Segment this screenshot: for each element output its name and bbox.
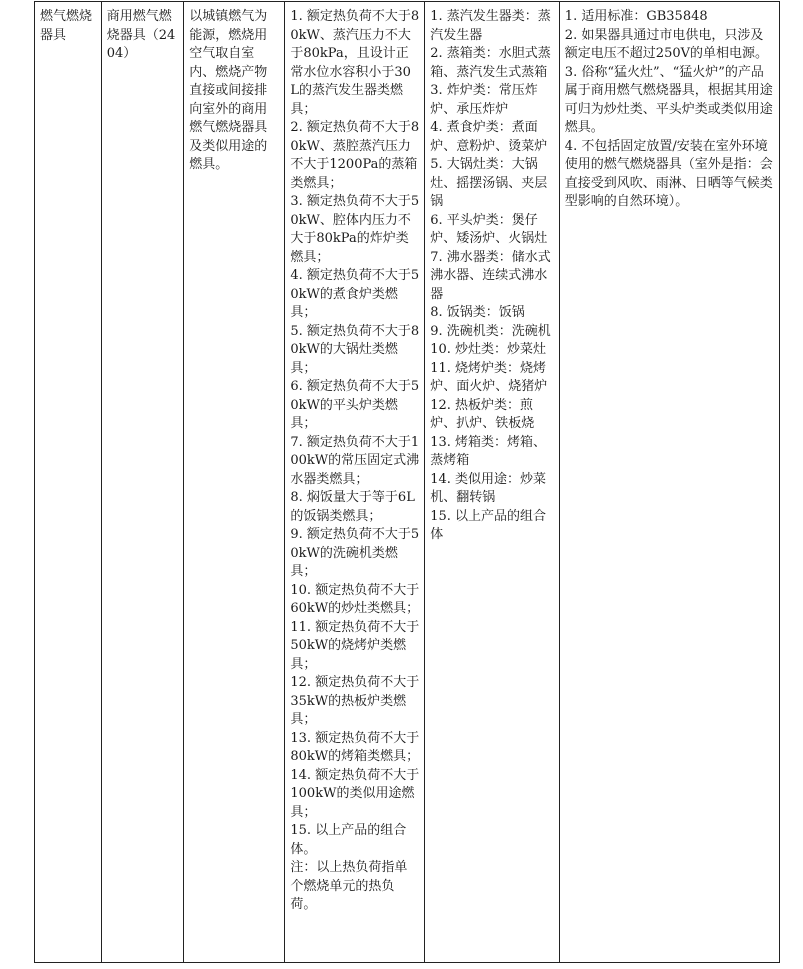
type-item: 7. 沸水器类：储水式沸水器、连续式沸水器 xyxy=(430,249,551,302)
scope-item: 15. 以上产品的组合体。 xyxy=(290,823,407,857)
product-cell xyxy=(101,2,183,963)
note-item: 4. 不包括固定放置/安装在室外环境使用的燃气燃烧器具（室外是指：会直接受到风吹、雨淋、日晒等气候类型影响的自然环境）。 xyxy=(564,138,773,209)
category-cell xyxy=(35,2,102,963)
type-item: 13. 烤箱类：烤箱、蒸烤箱 xyxy=(430,434,547,468)
type-item: 9. 洗碗机类：洗碗机 xyxy=(430,323,551,339)
category-text: 燃气燃烧器具 xyxy=(40,9,93,43)
scope-item: 2. 额定热负荷不大于80kW、蒸腔蒸汽压力不大于1200Pa的蒸箱类燃具； xyxy=(290,120,420,191)
type-item: 15. 以上产品的组合体 xyxy=(430,508,547,542)
scope-item: 14. 额定热负荷不大于100kW的类似用途燃具； xyxy=(290,767,420,820)
type-item: 12. 热板炉类：煎炉、扒炉、铁板烧 xyxy=(430,397,535,431)
type-item: 10. 炒灶类：炒菜灶 xyxy=(430,342,547,357)
scope-item: 3. 额定热负荷不大于50kW、腔体内压力不大于80kPa的炸炉类燃具； xyxy=(290,194,420,265)
scope-item: 10. 额定热负荷不大于60kW的炒灶类燃具； xyxy=(290,582,420,616)
product-text: 商用燃气燃烧器具（2404） xyxy=(106,9,176,61)
scope-item: 8. 焖饭量大于等于6L的饭锅类燃具； xyxy=(290,490,415,524)
type-item: 5. 大锅灶类：大锅灶、摇摆汤锅、夹层锅 xyxy=(430,157,548,209)
definition-text: 以城镇燃气为能源，燃烧用空气取自室内、燃烧产物直接或间接排向室外的商用燃气燃烧器具及类似用途的燃具。 xyxy=(189,9,268,172)
scope-item: 1. 额定热负荷不大于80kW、蒸汽压力不大于80kPa，且设计正常水位水容积小于30L的蒸汽发生器类燃具； xyxy=(290,9,420,117)
type-cell xyxy=(425,2,560,963)
product-scope-table xyxy=(34,1,780,963)
notes-cell xyxy=(559,2,779,963)
scope-item: 12. 额定热负荷不大于35kW的热板炉类燃具； xyxy=(290,675,420,727)
type-item: 2. 蒸箱类：水胆式蒸箱、蒸汽发生式蒸箱 xyxy=(430,46,551,80)
note-item: 3. 俗称“猛火灶”、“猛火炉”的产品属于商用燃气燃烧器具，根据其用途可归为炒灶类、平头炉类或类似用途燃具。 xyxy=(564,64,773,135)
type-item: 3. 炸炉类：常压炸炉、承压炸炉 xyxy=(430,83,538,117)
definition-cell xyxy=(184,2,285,963)
type-item: 4. 煮食炉类：煮面炉、意粉炉、烫菜炉 xyxy=(430,120,548,154)
scope-item: 13. 额定热负荷不大于80kW的烤箱类燃具； xyxy=(290,730,420,764)
table-row xyxy=(35,2,780,963)
scope-item: 5. 额定热负荷不大于80kW的大锅灶类燃具； xyxy=(290,323,420,376)
scope-item: 6. 额定热负荷不大于50kW的平头炉类燃具； xyxy=(290,379,420,431)
scope-item: 9. 额定热负荷不大于50kW的洗碗机类燃具； xyxy=(290,527,420,579)
type-item: 8. 饭锅类：饭锅 xyxy=(430,305,525,320)
scope-item: 4. 额定热负荷不大于50kW的煮食炉类燃具； xyxy=(290,268,420,320)
note-item: 2. 如果器具通过市电供电，只涉及额定电压不超过250V的单相电源。 xyxy=(564,27,768,61)
type-item: 11. 烧烤炉类：烧烤炉、面火炉、烧猪炉 xyxy=(430,360,548,394)
scope-item: 11. 额定热负荷不大于50kW的烧烤炉类燃具； xyxy=(290,619,420,672)
scope-cell xyxy=(285,2,425,963)
type-item: 1. 蒸汽发生器类：蒸汽发生器 xyxy=(430,9,551,43)
type-item: 14. 类似用途：炒菜机、翻转锅 xyxy=(430,471,547,505)
type-item: 6. 平头炉类：煲仔炉、矮汤炉、火锅灶 xyxy=(430,212,548,246)
scope-item: 7. 额定热负荷不大于100kW的常压固定式沸水器类燃具； xyxy=(290,434,420,487)
scope-note: 注：以上热负荷指单个燃烧单元的热负荷。 xyxy=(290,860,408,912)
note-item: 1. 适用标准：GB35848 xyxy=(564,9,708,24)
